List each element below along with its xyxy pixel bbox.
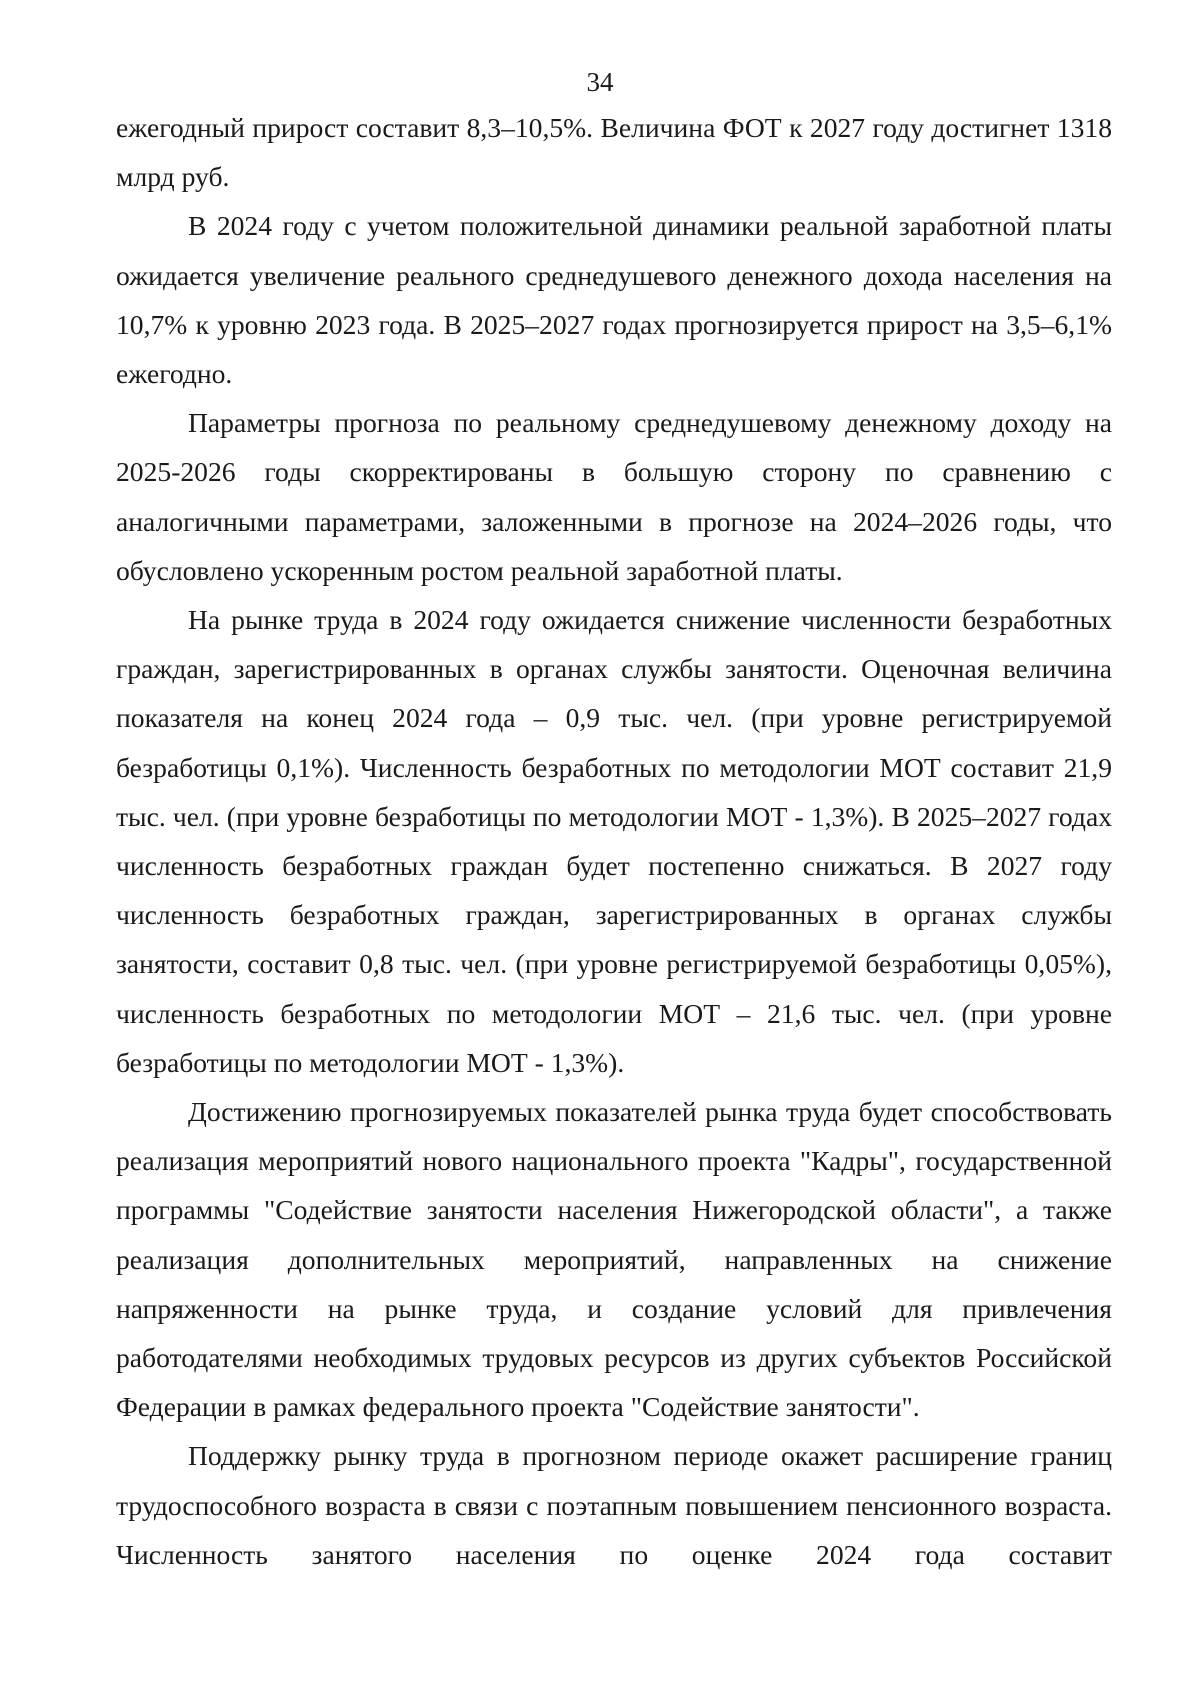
- paragraph-income-forecast-adjustment: Параметры прогноза по реальному среднедушевому денежному доходу на 2025-2026 годы скорректированы в большую сторону по сравнению с аналогичными параметрами, заложенными в прогнозе на 2024–2026 годы, что обусловлено ускоренным ростом реальной заработной платы.: [116, 407, 1112, 586]
- paragraph-national-project-kadry: Достижению прогнозируемых показателей рынка труда будет способствовать реализация мероприятий нового национального проекта "Кадры", государственной программы "Содействие занятости населения Нижегородской области", а также реализация дополнительных мероприятий, направленных на снижение напряженности на рынке труда, и создание условий для привлечения работодателями необходимых трудовых ресурсов из других субъектов Российской Федерации в рамках федерального проекта "Содействие занятости".: [116, 1096, 1112, 1423]
- paragraph-working-age-expansion: Поддержку рынку труда в прогнозном периоде окажет расширение границ трудоспособного возраста в связи с поэтапным повышением пенсионного возраста. Численность занятого населения по оценке 2024 года составит: [116, 1440, 1112, 1570]
- page-number: 34: [586, 67, 614, 97]
- paragraph-wage-fund: ежегодный прирост составит 8,3–10,5%. Величина ФОТ к 2027 году достигнет 1318 млрд руб.: [116, 112, 1112, 193]
- paragraph-labor-market-unemployment: На рынке труда в 2024 году ожидается снижение численности безработных граждан, зарегистрированных в органах службы занятости. Оценочная величина показателя на конец 2024 года – 0,9 тыс. чел. (при уровне регистрируемой безработицы 0,1%). Численность безработных по методологии МОТ составит 21,9 тыс. чел. (при уровне безработицы по методологии МОТ - 1,3%). В 2025–2027 годах численность безработных граждан будет постепенно снижаться. В 2027 году численность безработных граждан, зарегистрированных в органах службы занятости, составит 0,8 тыс. чел. (при уровне регистрируемой безработицы 0,05%), численность безработных по методологии МОТ – 21,6 тыс. чел. (при уровне безработицы по методологии МОТ - 1,3%).: [116, 604, 1112, 1078]
- document-body: [116, 103, 1112, 1579]
- paragraph-real-income-2024: В 2024 году с учетом положительной динамики реальной заработной платы ожидается увеличение реального среднедушевого денежного дохода населения на 10,7% к уровню 2023 года. В 2025–2027 годах прогнозируется прирост на 3,5–6,1% ежегодно.: [116, 210, 1112, 390]
